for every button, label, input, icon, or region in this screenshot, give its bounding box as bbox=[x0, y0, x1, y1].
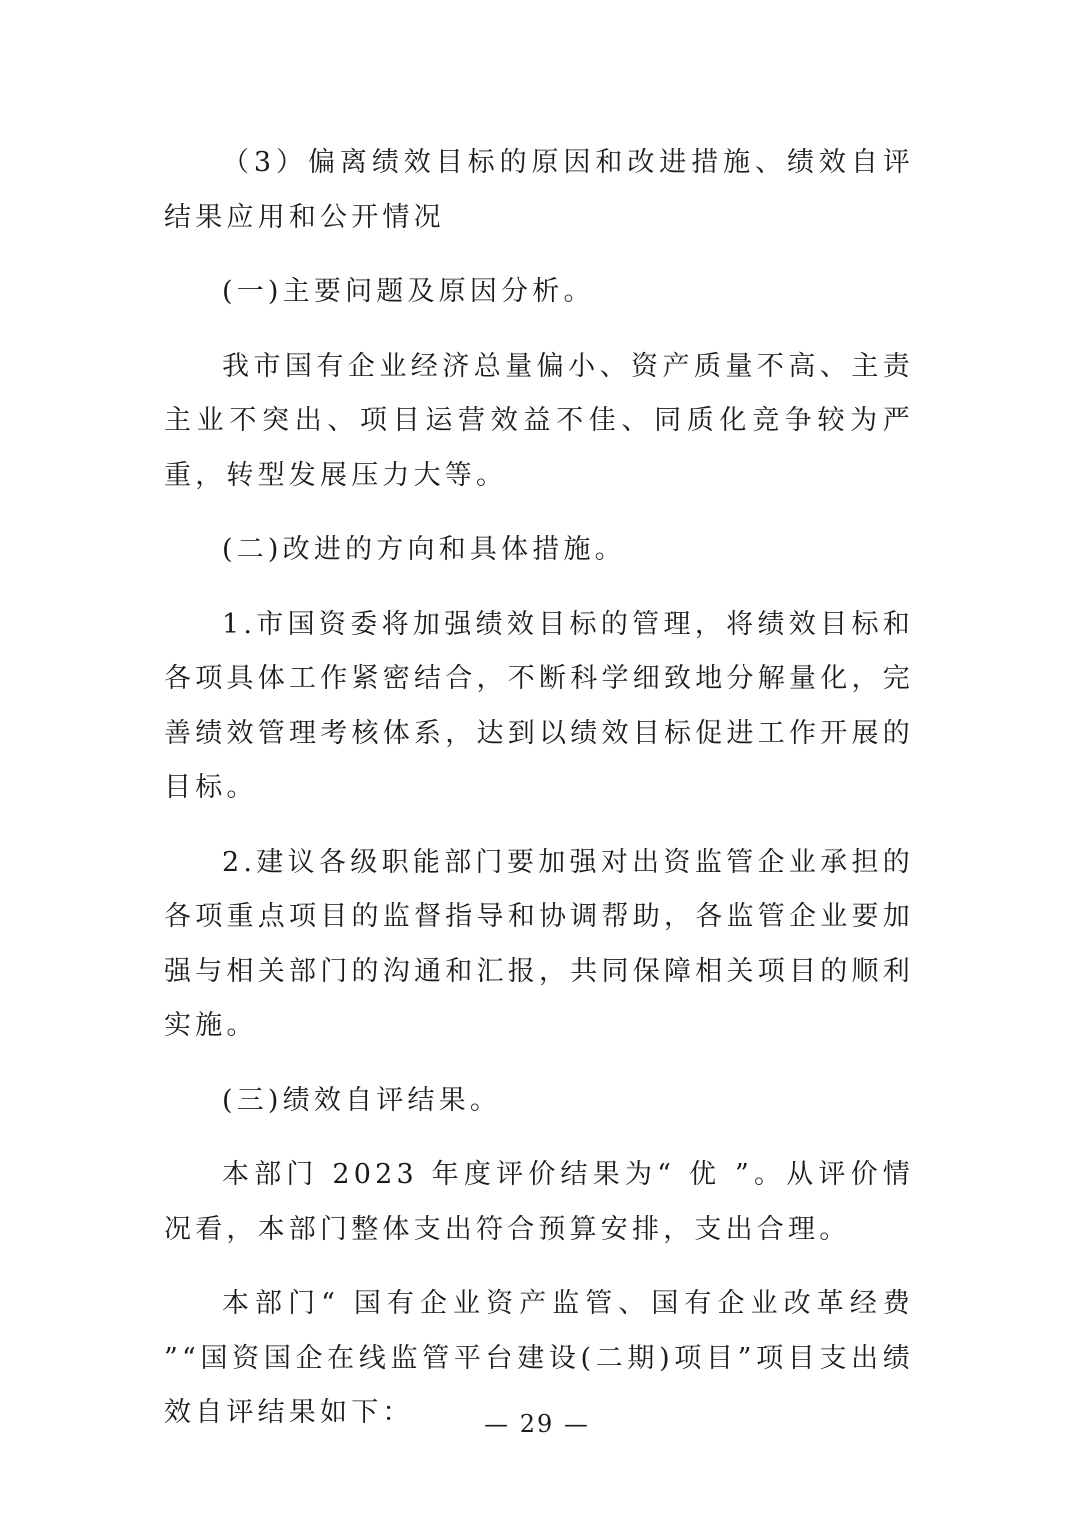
document-body bbox=[164, 136, 914, 1461]
paragraph-measure-1: 1.市国资委将加强绩效目标的管理，将绩效目标和各项具体工作紧密结合，不断科学细致地分解量化，完善绩效管理考核体系，达到以绩效目标促进工作开展的目标。 bbox=[164, 608, 914, 803]
subheading-problems: (一)主要问题及原因分析。 bbox=[222, 276, 595, 307]
paragraph-problems: 我市国有企业经济总量偏小、资产质量不高、主责主业不突出、项目运营效益不佳、同质化竞争较为严重，转型发展压力大等。 bbox=[164, 350, 914, 491]
paragraph-measure-2: 2.建议各级职能部门要加强对出资监管企业承担的各项重点项目的监督指导和协调帮助，各监管企业要加强与相关部门的沟通和汇报，共同保障相关项目的顺利实施。 bbox=[164, 846, 914, 1041]
subheading-improvements: (二)改进的方向和具体措施。 bbox=[222, 534, 626, 565]
paragraph-project-results: 本部门“ 国有企业资产监管、国有企业改革经费 ”“国资国企在线监管平台建设(二期)项目”项目支出绩效自评结果如下： bbox=[164, 1288, 914, 1428]
page-number: — 29 — bbox=[484, 1410, 590, 1438]
section-heading: （3）偏离绩效目标的原因和改进措施、绩效自评结果应用和公开情况 bbox=[164, 147, 914, 233]
paragraph-evaluation-result: 本部门 2023 年度评价结果为“ 优 ”。从评价情况看，本部门整体支出符合预算安排，支出合理。 bbox=[164, 1159, 914, 1245]
subheading-self-evaluation: (三)绩效自评结果。 bbox=[222, 1084, 502, 1116]
